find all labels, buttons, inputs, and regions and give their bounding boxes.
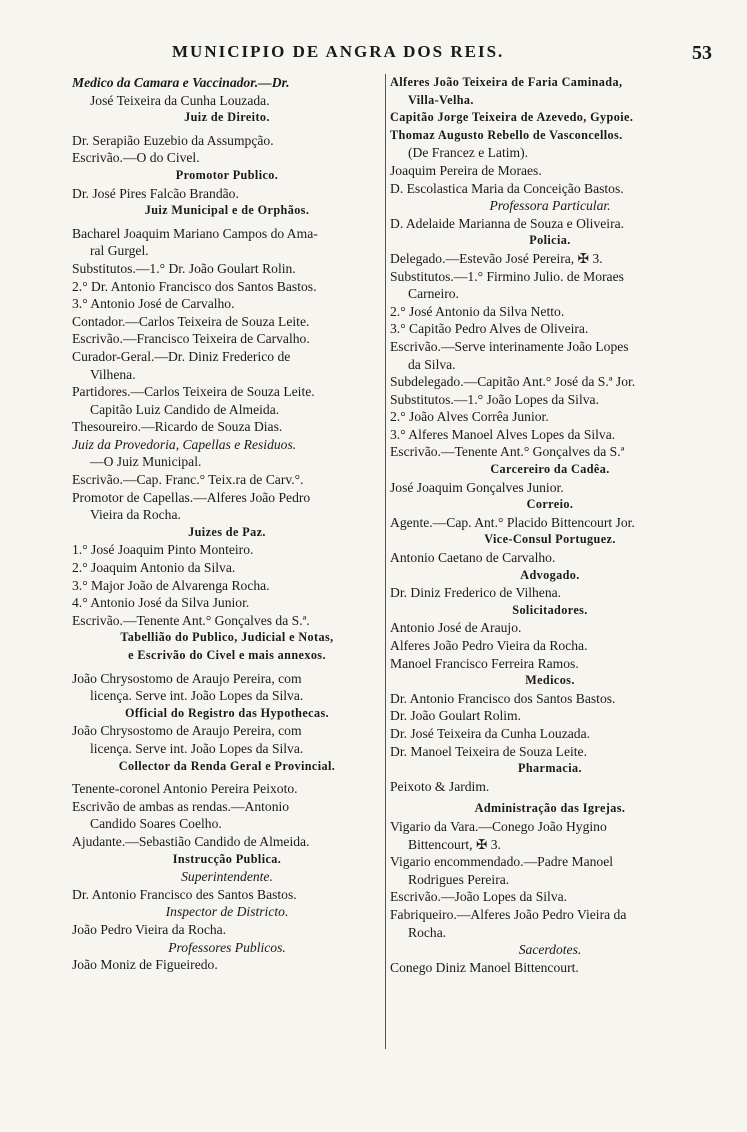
- text-line: 3.° Antonio José de Carvalho.: [72, 296, 235, 312]
- text-line: Delegado.—Estevão José Pereira, ✠ 3.: [390, 250, 603, 266]
- section-heading: Instrucção Publica.: [172, 851, 282, 866]
- section-heading: e Escrivão do Civel e mais annexos.: [128, 648, 326, 662]
- text-line: 2.° José Antonio da Silva Netto.: [390, 303, 565, 319]
- text-line: Alferes João Teixeira de Faria Caminada,: [390, 75, 623, 89]
- text-line: Inspector de Districto.: [165, 904, 289, 920]
- text-line: Fabriqueiro.—Alferes João Pedro Vieira da: [390, 906, 627, 922]
- text-line: João Moniz de Figueiredo.: [72, 957, 218, 973]
- text-line: Dr. Diniz Frederico de Vilhena.: [390, 585, 562, 601]
- text-line: José Teixeira da Cunha Louzada.: [90, 92, 270, 108]
- text-line: Rodrigues Pereira.: [408, 871, 510, 887]
- text-line: Escrivão.—O do Civel.: [72, 150, 200, 166]
- column-divider: [385, 74, 386, 1049]
- text-line: 3.° Alferes Manoel Alves Lopes da Silva.: [390, 426, 616, 442]
- running-title: MUNICIPIO DE ANGRA DOS REIS.: [172, 42, 505, 61]
- text-line: Candido Soares Coelho.: [90, 816, 222, 832]
- text-line: Subdelegado.—Capitão Ant.° José da S.ª Jor.: [390, 374, 636, 390]
- text-line: Carneiro.: [408, 286, 459, 302]
- text-line: Escrivão.—Tenente Ant.° Gonçalves da S.ª: [390, 444, 625, 460]
- text-line: Vigario encommendado.—Padre Manoel: [390, 854, 614, 870]
- text-line: Partidores.—Carlos Teixeira de Souza Leite.: [72, 384, 315, 400]
- text-line: Bittencourt, ✠ 3.: [408, 836, 501, 852]
- section-heading: Medicos.: [525, 673, 575, 688]
- text-line: —O Juiz Municipal.: [90, 454, 202, 470]
- text-line: Antonio José de Araujo.: [390, 620, 522, 636]
- page-number: 53: [692, 42, 712, 64]
- text-line: João Chrysostomo de Araujo Pereira, com: [72, 723, 302, 739]
- section-heading: Policia.: [529, 233, 571, 248]
- text-line: ral Gurgel.: [90, 243, 149, 259]
- text-line: Escrivão de ambas as rendas.—Antonio: [72, 798, 290, 814]
- text-line: Escrivão.—Francisco Teixeira de Carvalho.: [72, 331, 310, 347]
- text-line: Capitão Jorge Teixeira de Azevedo, Gypoie.: [390, 110, 634, 125]
- text-line: Vigario da Vara.—Conego João Hygino: [390, 818, 607, 834]
- text-line: Substitutos.—1.° Dr. João Goulart Rolin.: [72, 260, 296, 276]
- text-line: Dr. José Teixeira da Cunha Louzada.: [390, 725, 590, 741]
- section-heading: Collector da Renda Geral e Provincial.: [118, 758, 336, 773]
- text-line: Escrivão.—Serve interinamente João Lopes: [390, 338, 629, 354]
- section-heading: Administração das Igrejas.: [474, 801, 626, 816]
- text-line: Dr. Antonio Francisco dos Santos Bastos.: [390, 690, 616, 706]
- text-line: Professores Publicos.: [168, 939, 286, 955]
- text-line: Escrivão.—Tenente Ant.° Gonçalves da S.ª.: [72, 612, 310, 628]
- section-heading: Carcereiro da Cadêa.: [490, 462, 610, 477]
- text-line: 1.° José Joaquim Pinto Monteiro.: [72, 542, 254, 558]
- text-line: 2.° Joaquim Antonio da Silva.: [72, 560, 236, 576]
- text-line: Manoel Francisco Ferreira Ramos.: [390, 655, 579, 671]
- section-heading: Pharmacia.: [518, 761, 582, 776]
- text-line: Joaquim Pereira de Moraes.: [390, 162, 542, 178]
- text-line: Escrivão.—João Lopes da Silva.: [390, 889, 568, 905]
- text-line: João Pedro Vieira da Rocha.: [72, 921, 227, 937]
- right-column: [390, 74, 710, 976]
- text-line: José Joaquim Gonçalves Junior.: [390, 479, 564, 495]
- text-line: Juiz da Provedoria, Capellas e Residuos.: [72, 436, 297, 452]
- text-line: Villa-Velha.: [408, 92, 474, 107]
- text-line: 3.° Capitão Pedro Alves de Oliveira.: [390, 321, 589, 337]
- text-line: Conego Diniz Manoel Bittencourt.: [390, 959, 579, 975]
- text-line: Vilhena.: [90, 366, 136, 382]
- text-line: Curador-Geral.—Dr. Diniz Frederico de: [72, 348, 291, 364]
- section-heading: Juizes de Paz.: [188, 524, 266, 539]
- text-line: Antonio Caetano de Carvalho.: [390, 550, 556, 566]
- text-line: licença. Serve int. João Lopes da Silva.: [90, 688, 304, 704]
- text-line: Medico da Camara e Vaccinador.—Dr.: [72, 75, 290, 90]
- text-line: Escrivão.—Cap. Franc.° Teix.ra de Carv.°.: [72, 472, 304, 488]
- text-line: Promotor de Capellas.—Alferes João Pedro: [72, 489, 311, 505]
- text-line: 2.° Dr. Antonio Francisco dos Santos Bastos.: [72, 278, 317, 294]
- text-line: Substitutos.—1.° Firmino Julio. de Moraes: [390, 268, 624, 284]
- text-line: Sacerdotes.: [518, 942, 582, 958]
- section-heading: Tabellião do Publico, Judicial e Notas,: [120, 630, 334, 645]
- text-line: licença. Serve int. João Lopes da Silva.: [90, 740, 304, 756]
- text-line: Dr. Serapião Euzebio da Assumpção.: [72, 132, 274, 148]
- text-line: Dr. João Goulart Rolim.: [390, 708, 522, 724]
- text-line: 2.° João Alves Corrêa Junior.: [390, 409, 549, 425]
- text-line: Peixoto & Jardim.: [390, 778, 490, 794]
- text-line: Contador.—Carlos Teixeira de Souza Leite.: [72, 313, 310, 329]
- text-line: D. Escolastica Maria da Conceição Bastos.: [390, 180, 624, 196]
- text-line: Professora Particular.: [489, 198, 611, 214]
- left-column: [72, 74, 382, 974]
- text-line: D. Adelaide Marianna de Souza e Oliveira.: [390, 215, 625, 231]
- text-line: Rocha.: [408, 924, 447, 940]
- section-heading: Solicitadores.: [512, 602, 588, 617]
- text-line: (De Francez e Latim).: [408, 145, 529, 161]
- text-line: 3.° Major João de Alvarenga Rocha.: [72, 577, 270, 593]
- page-header: [72, 42, 712, 68]
- text-line: Agente.—Cap. Ant.° Placido Bittencourt Jor.: [390, 514, 635, 530]
- text-line: Ajudante.—Sebastião Candido de Almeida.: [72, 833, 310, 849]
- text-line: 4.° Antonio José da Silva Junior.: [72, 595, 250, 611]
- section-heading: Vice-Consul Portuguez.: [484, 532, 616, 547]
- text-line: Thesoureiro.—Ricardo de Souza Dias.: [72, 419, 283, 435]
- text-line: Thomaz Augusto Rebello de Vasconcellos.: [390, 127, 623, 142]
- text-line: Superintendente.: [181, 869, 273, 885]
- text-line: João Chrysostomo de Araujo Pereira, com: [72, 670, 302, 686]
- section-heading: Official do Registro das Hypothecas.: [124, 705, 330, 720]
- text-line: Substitutos.—1.° João Lopes da Silva.: [390, 391, 599, 407]
- text-line: Vieira da Rocha.: [90, 507, 181, 523]
- section-heading: Correio.: [526, 497, 574, 512]
- section-heading: Juiz de Direito.: [184, 110, 270, 125]
- text-line: da Silva.: [408, 356, 456, 372]
- text-line: Dr. Manoel Teixeira de Souza Leite.: [390, 743, 587, 759]
- section-heading: Advogado.: [520, 567, 580, 582]
- text-line: Bacharel Joaquim Mariano Campos do Ama-: [72, 225, 318, 241]
- text-line: Capitão Luiz Candido de Almeida.: [90, 401, 280, 417]
- section-heading: Juiz Municipal e de Orphãos.: [144, 203, 310, 218]
- section-heading: Promotor Publico.: [175, 167, 279, 182]
- text-line: Tenente-coronel Antonio Pereira Peixoto.: [72, 781, 298, 797]
- text-line: Dr. José Pires Falcão Brandão.: [72, 185, 239, 201]
- text-line: Alferes João Pedro Vieira da Rocha.: [390, 638, 588, 653]
- text-line: Dr. Antonio Francisco des Santos Bastos.: [72, 886, 297, 902]
